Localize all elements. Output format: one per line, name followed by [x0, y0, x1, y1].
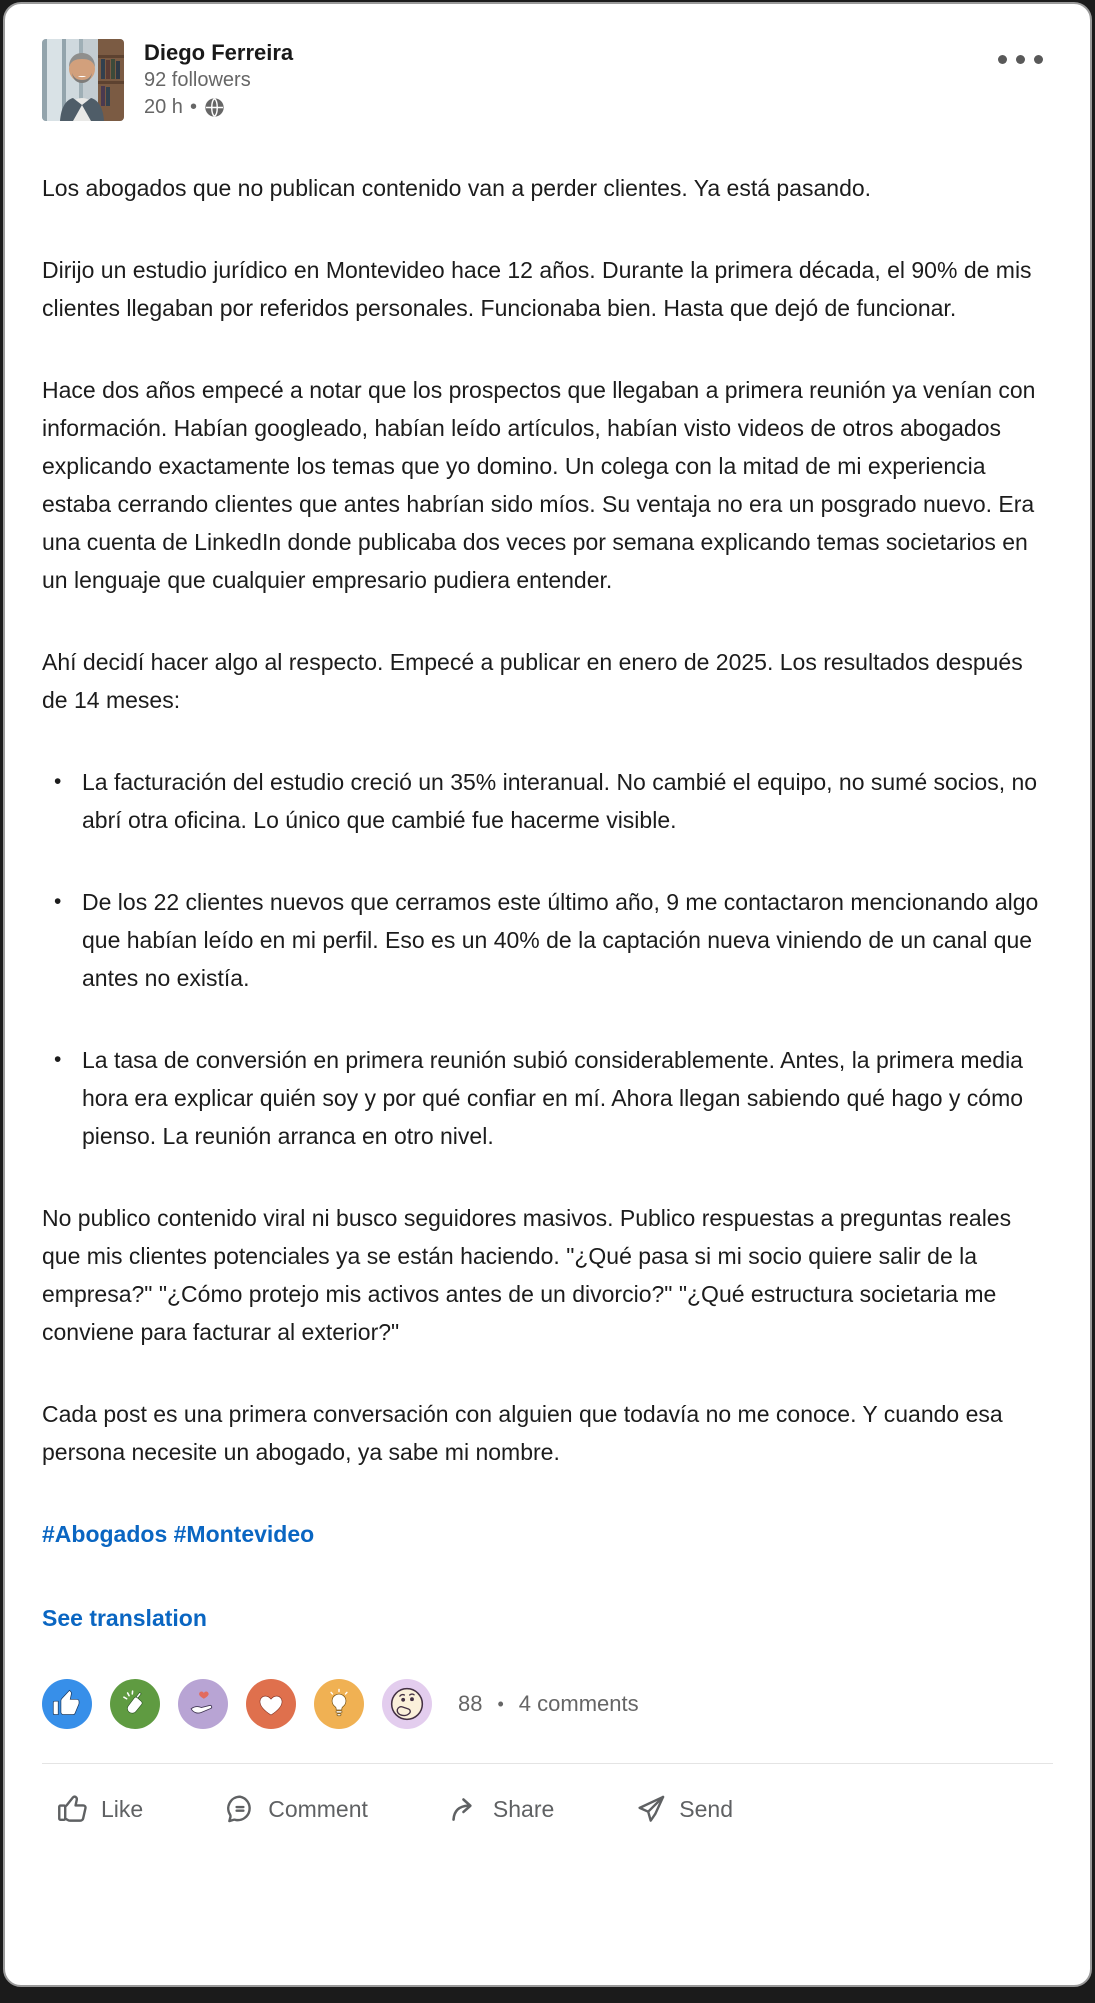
bullet-list	[42, 763, 1053, 1155]
post-timestamp: 20 h	[144, 96, 183, 118]
thumbs-up-icon	[56, 1792, 90, 1826]
like-reaction-icon[interactable]	[42, 1679, 92, 1729]
post-paragraph: Los abogados que no publican contenido van a perder clientes. Ya está pasando.	[42, 175, 872, 201]
post-paragraph: Hace dos años empecé a notar que los prospectos que llegaban a primera reunión ya venían con información. Habían googleado, habían leído artículos, habían visto videos de otros abogados explicando exactamente los temas que yo domino. Un colega con la mitad de mi experiencia estaba cerrando clientes que antes habrían sido míos. Su ventaja no era un posgrado nuevo. Era una cuenta de LinkedIn donde publicaba dos veces por semana explicando temas societarios en un lenguaje que cualquier empresario pudiera entender.	[42, 377, 1036, 593]
see-translation-link[interactable]: See translation	[42, 1605, 207, 1631]
like-button[interactable]	[52, 1784, 147, 1834]
reactions-bar	[42, 1679, 1053, 1729]
comments-count[interactable]: 4 comments	[518, 1691, 639, 1716]
send-icon	[634, 1792, 668, 1826]
share-button[interactable]	[444, 1784, 558, 1834]
bullet-item: • La tasa de conversión en primera reunión subió considerablemente. Antes, la primera media hora era explicar quién soy y por qué confiar en mí. Ahora llegan sabiendo qué hago y cómo pienso. La reunión arranca en otro nivel.	[42, 1041, 1053, 1155]
meta-separator: •	[189, 96, 197, 118]
reaction-count[interactable]: 88	[458, 1691, 483, 1716]
post-paragraph: No publico contenido viral ni busco seguidores masivos. Publico respuestas a preguntas reales que mis clientes potenciales ya se están haciendo. "¿Qué pasa si mi socio quiere salir de la empresa?" "¿Cómo protejo mis activos antes de un divorcio?" "¿Qué estructura societaria me conviene para facturar al exterior?"	[42, 1205, 1012, 1345]
celebrate-reaction-icon[interactable]	[110, 1679, 160, 1729]
post-body	[42, 169, 1053, 1637]
action-bar	[42, 1764, 1053, 1858]
comment-icon	[223, 1792, 257, 1826]
avatar-portrait-image	[42, 39, 124, 121]
send-button[interactable]	[630, 1784, 737, 1834]
avatar[interactable]	[42, 39, 124, 121]
overflow-menu-button[interactable]	[988, 45, 1053, 74]
comment-button-label: Comment	[268, 1795, 368, 1822]
share-icon	[448, 1792, 482, 1826]
post-paragraph: Cada post es una primera conversación con alguien que todavía no me conoce. Y cuando esa persona necesite un abogado, ya sabe mi nombre.	[42, 1401, 1003, 1465]
hashtags-link[interactable]: #Abogados #Montevideo	[42, 1521, 315, 1547]
post-meta-row	[144, 94, 293, 121]
like-button-label: Like	[101, 1795, 144, 1822]
post-paragraph: Ahí decidí hacer algo al respecto. Empecé a publicar en enero de 2025. Los resultados después de 14 meses:	[42, 649, 1023, 713]
send-button-label: Send	[679, 1795, 733, 1822]
comment-button[interactable]	[219, 1784, 372, 1834]
insightful-reaction-icon[interactable]	[314, 1679, 364, 1729]
post-paragraph: Dirijo un estudio jurídico en Montevideo hace 12 años. Durante la primera década, el 90% de mis clientes llegaban por referidos personales. Funcionaba bien. Hasta que dejó de funcionar.	[42, 257, 1032, 321]
bullet-item: • La facturación del estudio creció un 35% interanual. No cambié el equipo, no sumé socios, no abrí otra oficina. Lo único que cambié fue hacerme visible.	[42, 763, 1053, 839]
love-reaction-icon[interactable]	[246, 1679, 296, 1729]
globe-icon	[204, 97, 225, 118]
author-followers: 92 followers	[144, 69, 251, 91]
social-counts[interactable]	[458, 1691, 639, 1717]
funny-reaction-icon[interactable]	[382, 1679, 432, 1729]
author-info	[144, 39, 293, 121]
counts-separator: •	[497, 1693, 504, 1714]
ellipsis-icon	[998, 55, 1007, 64]
post-header	[42, 39, 1053, 121]
support-reaction-icon[interactable]	[178, 1679, 228, 1729]
post-card	[3, 2, 1092, 1987]
bullet-item: • De los 22 clientes nuevos que cerramos este último año, 9 me contactaron mencionando algo que habían leído en mi perfil. Eso es un 40% de la captación nueva viniendo de un canal que antes no existía.	[42, 883, 1053, 997]
author-name[interactable]: Diego Ferreira	[144, 40, 294, 65]
share-button-label: Share	[492, 1795, 555, 1822]
